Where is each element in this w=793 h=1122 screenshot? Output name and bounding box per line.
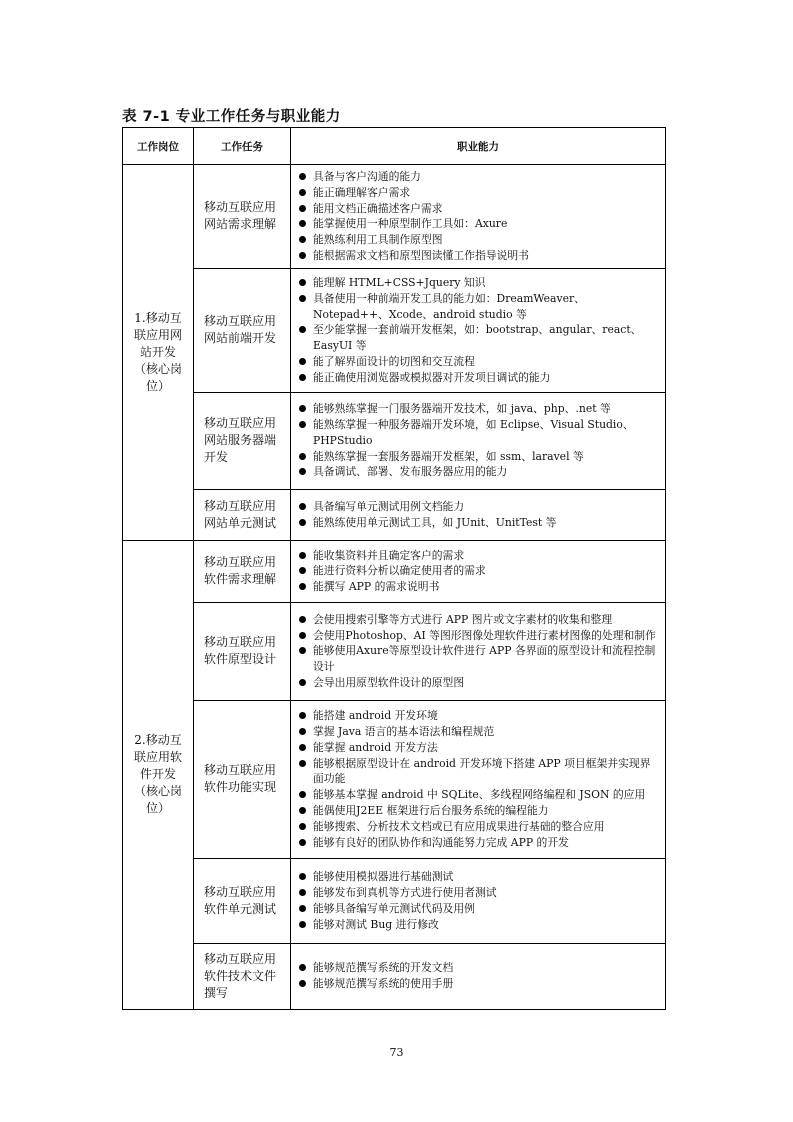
ability-item [299,499,659,515]
ability-text: 能够规范撰写系统的开发文档 [313,961,454,975]
ability-list [299,169,659,264]
bullet-icon [299,252,306,259]
ability-text: 能偶使用J2EE 框架进行后台服务系统的编程能力 [313,803,549,817]
ability-item [299,628,659,644]
ability-cell [291,489,666,540]
ability-list [299,869,659,932]
ability-text: 能收集资料并且确定客户的需求 [313,548,465,562]
table-caption: 表 7-1 专业工作任务与职业能力 [122,109,341,125]
header-ability: 职业能力 [291,128,666,165]
ability-text: 能够规范撰写系统的使用手册 [313,977,454,991]
ability-text: 能用文档正确描述客户需求 [313,201,443,215]
ability-text: 具备与客户沟通的能力 [313,170,421,183]
ability-item [299,248,659,264]
bullet-icon [299,791,306,798]
bullet-icon [299,921,306,928]
ability-text: 能撰写 APP 的需求说明书 [313,580,440,594]
ability-list [299,548,659,595]
ability-text: 会使用搜索引擎等方式进行 APP 图片或文字素材的收集和整理 [313,612,613,626]
table-row [123,602,666,700]
ability-text: 能进行资料分析以确定使用者的需求 [313,564,486,578]
ability-item [299,885,659,901]
bullet-icon [299,873,306,880]
ability-text: 能掌握使用一种原型制作工具如：Axure [313,217,508,231]
ability-text: 能熟练掌握一种服务器端开发环境，如 Eclipse、Visual Studio、PHPStudio [313,418,634,447]
work-task-cell: 移动互联应用网站需求理解 [194,165,291,269]
ability-item [299,370,659,386]
ability-item [299,322,659,354]
ability-item [299,201,659,217]
job-post-cell: 2.移动互联应用软件开发（核心岗位） [123,540,194,1009]
table-row [123,540,666,602]
ability-text: 会导出用原型软件设计的原型图 [313,675,465,689]
ability-list [299,499,659,531]
ability-item [299,675,659,691]
bullet-icon [299,728,306,735]
bullet-icon [299,964,306,971]
table-row [123,700,666,858]
ability-item [299,464,659,480]
bullet-icon [299,905,306,912]
ability-text: 会使用Photoshop、AI 等图形图像处理软件进行素材图像的处理和制作 [313,628,656,642]
bullet-icon [299,567,306,574]
ability-item [299,835,659,851]
ability-cell [291,858,666,943]
work-task-cell: 移动互联应用网站单元测试 [194,489,291,540]
ability-item [299,449,659,465]
ability-text: 具备使用一种前端开发工具的能力如：DreamWeaver、Notepad++、Xcode、android studio 等 [313,291,585,321]
ability-list [299,275,659,386]
ability-item [299,869,659,885]
ability-text: 能搭建 android 开发环境 [313,709,438,723]
bullet-icon [299,679,306,686]
ability-cell [291,602,666,700]
bullet-icon [299,807,306,814]
work-task-cell: 移动互联应用软件功能实现 [194,700,291,858]
ability-item [299,960,659,976]
ability-text: 能够熟练掌握一门服务器端开发技术，如 java、php、.net 等 [313,402,611,416]
ability-text: 至少能掌握一套前端开发框架，如：bootstrap、angular、react、EasyUI 等 [313,323,642,353]
ability-text: 能理解 HTML+CSS+Jquery 知识 [313,275,486,289]
ability-item [299,515,659,531]
ability-text: 能正确理解客户需求 [313,185,411,199]
bullet-icon [299,173,306,180]
table-header-row [123,128,666,165]
ability-item [299,756,659,788]
ability-list [299,401,659,480]
ability-item [299,819,659,835]
bullet-icon [299,712,306,719]
ability-text: 能熟练利用工具制作原型图 [313,233,443,247]
work-task-cell: 移动互联应用软件技术文件撰写 [194,943,291,1009]
ability-text: 具备编写单元测试用例文档能力 [313,499,465,513]
ability-text: 能掌握 android 开发方法 [313,740,438,754]
ability-item [299,232,659,248]
ability-text: 能够使用模拟器进行基础测试 [313,870,454,884]
ability-item [299,216,659,232]
bullet-icon [299,189,306,196]
bullet-icon [299,295,306,302]
ability-text: 能够搜索、分析技术文档或已有应用成果进行基础的整合应用 [313,819,605,833]
bullet-icon [299,632,306,639]
ability-text: 能够基本掌握 android 中 SQLite、多线程网络编程和 JSON 的应用 [313,788,646,802]
page-number: 73 [389,1046,404,1059]
ability-text: 能够具备编写单元测试代码及用例 [313,901,475,915]
ability-item [299,275,659,291]
bullet-icon [299,468,306,475]
ability-item [299,563,659,579]
competency-table [122,127,666,1010]
ability-item [299,724,659,740]
table-row [123,943,666,1009]
bullet-icon [299,760,306,767]
bullet-icon [299,405,306,412]
bullet-icon [299,889,306,896]
ability-text: 能够根据原型设计在 android 开发环境下搭建 APP 项目框架并实现界面功能 [313,756,651,786]
bullet-icon [299,220,306,227]
ability-list [299,960,659,992]
bullet-icon [299,647,306,654]
table-row [123,165,666,269]
ability-list [299,612,659,691]
bullet-icon [299,326,306,333]
ability-cell [291,700,666,858]
bullet-icon [299,823,306,830]
bullet-icon [299,744,306,751]
ability-text: 能熟练使用单元测试工具，如 JUnit、UnitTest 等 [313,515,557,529]
work-task-cell: 移动互联应用软件原型设计 [194,602,291,700]
bullet-icon [299,205,306,212]
bullet-icon [299,980,306,987]
ability-text: 具备调试、部署、发布服务器应用的能力 [313,465,508,479]
job-post-cell: 1.移动互联应用网站开发（核心岗位） [123,165,194,541]
bullet-icon [299,358,306,365]
ability-item [299,917,659,933]
ability-item [299,901,659,917]
ability-item [299,612,659,628]
ability-item [299,579,659,595]
ability-item [299,976,659,992]
ability-text: 能够发布到真机等方式进行使用者测试 [313,885,497,899]
ability-item [299,185,659,201]
ability-text: 能够对测试 Bug 进行修改 [313,917,439,931]
table-row [123,268,666,392]
ability-item [299,787,659,803]
ability-item [299,740,659,756]
ability-item [299,803,659,819]
bullet-icon [299,552,306,559]
ability-cell [291,392,666,489]
ability-text: 能了解界面设计的切图和交互流程 [313,354,475,368]
work-task-cell: 移动互联应用软件单元测试 [194,858,291,943]
ability-cell [291,165,666,269]
ability-text: 能根据需求文档和原型图读懂工作指导说明书 [313,248,529,262]
ability-cell [291,268,666,392]
bullet-icon [299,453,306,460]
bullet-icon [299,236,306,243]
bullet-icon [299,583,306,590]
ability-item [299,169,659,185]
table-row [123,858,666,943]
ability-item [299,291,659,323]
ability-cell [291,943,666,1009]
work-task-cell: 移动互联应用网站前端开发 [194,268,291,392]
header-post: 工作岗位 [123,128,194,165]
bullet-icon [299,374,306,381]
ability-text: 能正确使用浏览器或模拟器对开发项目调试的能力 [313,370,551,384]
ability-item [299,417,659,449]
ability-item [299,548,659,564]
ability-item [299,401,659,417]
work-task-cell: 移动互联应用网站服务器端开发 [194,392,291,489]
bullet-icon [299,616,306,623]
bullet-icon [299,839,306,846]
ability-item [299,708,659,724]
bullet-icon [299,421,306,428]
work-task-cell: 移动互联应用软件需求理解 [194,540,291,602]
table-body [123,165,666,1010]
ability-text: 能熟练掌握一套服务器端开发框架，如 ssm、laravel 等 [313,449,584,463]
table-row [123,489,666,540]
ability-text: 掌握 Java 语言的基本语法和编程规范 [313,724,495,738]
ability-text: 能够有良好的团队协作和沟通能努力完成 APP 的开发 [313,835,569,849]
bullet-icon [299,519,306,526]
ability-text: 能够使用Axure等原型设计软件进行 APP 各界面的原型设计和流程控制设计 [313,644,656,674]
ability-cell [291,540,666,602]
ability-list [299,708,659,850]
bullet-icon [299,279,306,286]
header-task: 工作任务 [194,128,291,165]
table-row [123,392,666,489]
ability-item [299,354,659,370]
bullet-icon [299,503,306,510]
ability-item [299,643,659,675]
